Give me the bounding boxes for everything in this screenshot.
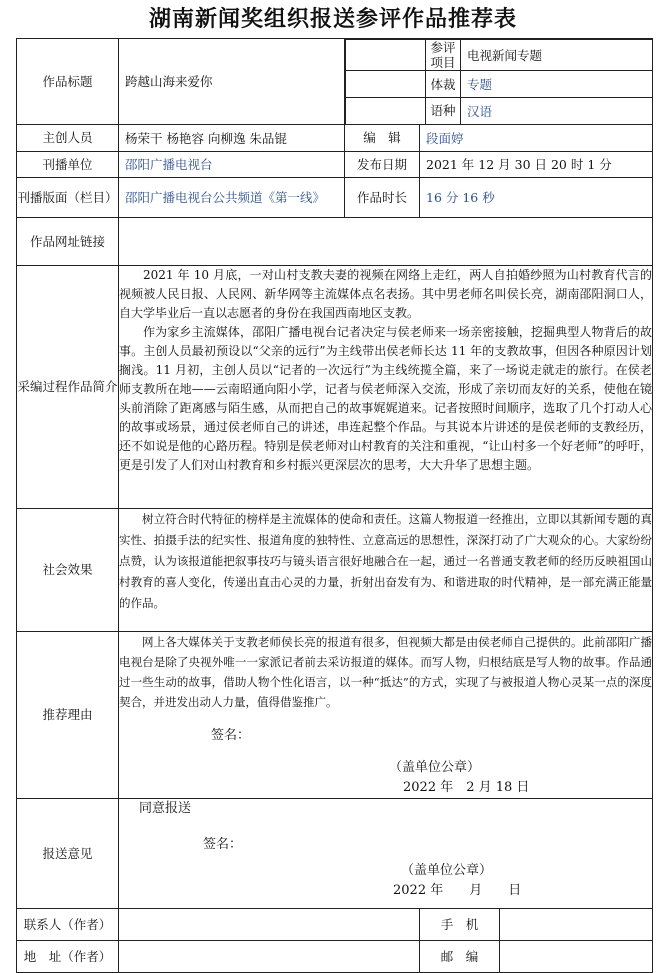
phone-value: [500, 908, 653, 940]
publisher-label: 刊播单位: [17, 151, 119, 177]
recommend-reason-label: 推荐理由: [17, 631, 119, 798]
process-label: 采编过程作品简介: [17, 265, 119, 508]
recommend-reason-text: 网上各大媒体关于支教老师侯长亮的报道有很多，但视频大都是由侯老师自己提供的。此前邵阳广播电视台是除了央视外唯一一家派记者前去采访报道的媒体。而写人物，归根结底是写人物的故事。作品通过一些生动的故事，借助人物个性化语言，以一种“抵达”的方式，实现了与被报道人物心灵某一点的深度契合，并进发出动人力量，值得借鉴推广。: [119, 634, 653, 709]
phone-label: 手 机: [420, 908, 500, 940]
work-title-label: 作品标题: [17, 39, 119, 125]
duration-value: 16 分 16 秒: [420, 177, 653, 217]
contact-label: 联系人（作者）: [17, 908, 119, 940]
category-genre-language-cell: [345, 39, 653, 125]
genre-label: 体裁: [426, 71, 461, 98]
submit-opinion-label: 报送意见: [17, 798, 119, 908]
social-effect-label: 社会效果: [17, 508, 119, 631]
url-value: [119, 217, 653, 265]
social-effect-content: [119, 508, 653, 631]
recommend-sign-label: 签名：: [211, 727, 251, 743]
duration-label: 作品时长: [345, 177, 420, 217]
entry-category-label: 参评项目: [426, 40, 461, 71]
process-content: [119, 265, 653, 508]
entry-category-value: 电视新闻专题: [461, 40, 653, 71]
recommend-reason-content: [119, 631, 653, 798]
process-paragraph: 2021 年 10 月底，一对山村支教夫妻的视频在网络上走红，两人自拍婚纱照为山村教育代言的视频被人民日报、人民网、新华网等主流媒体点名表扬。其中男老师名叫侯长亮，湖南邵阳洞口人，自大学毕业后一直以志愿者的身份在我国西南地区支教。: [119, 267, 653, 320]
address-label: 地 址（作者）: [17, 940, 119, 972]
language-value: 汉语: [461, 98, 653, 124]
opinion-stamp: （盖单位公章）: [401, 862, 493, 878]
editor-label: 编 辑: [345, 124, 420, 151]
work-title-value: 跨越山海来爱你: [119, 39, 345, 125]
social-effect-text: 树立符合时代特征的榜样是主流媒体的使命和责任。这篇人物报道一经推出，立即以其新闻专题的真实性、拍摄手法的纪实性、报道角度的独特性、立意高远的思想性，深深打动了广大观众的心。大家纷纷点赞，认为该报道能把叙事技巧与镜头语言很好地融合在一起，通过一名普通支教老师的经历反映祖国山村教育的喜人变化，传递出直击心灵的力量，折射出奋发有为、和谐进取的时代精神，是一部充满正能量的作品。: [119, 511, 653, 610]
publish-section-value: 邵阳广播电视台公共频道《第一线》: [119, 177, 345, 217]
publish-date-label: 发布日期: [345, 151, 420, 177]
main-creators-value: 杨荣干 杨艳容 向柳逸 朱品锟: [119, 124, 345, 151]
process-paragraph: 作为家乡主流媒体，邵阳广播电视台记者决定与侯老师来一场亲密接触，挖掘典型人物背后的故事。主创人员最初预设以“父亲的远行”为主线带出侯老师长达 11 年的支教故事，但因各种原因计划搁浅。11 月初，主创人员以“记者的一次远行”为主线统揽全篇，来了一场说走就走的旅行。在侯老师支教所在地——云南昭通向阳小学，记者与侯老师深入交流，形成了亲切而友好的关系，使他在镜头前消除了距离感与陌生感，从而把自己的故事娓娓道来。记者按照时间顺序，选取了几个打动人心的故事或场景，通过侯老师自己的讲述，串连起整个作品。与其说本片讲述的是侯老师的支教经历，还不如说是他的心路历程。特别是侯老师对山村教育的关注和重视，“让山村多一个好老师”的呼吁，更是引发了人们对山村教育和乡村振兴更深层次的思考，大大升华了思想主题。: [119, 324, 653, 472]
recommend-stamp: （盖单位公章）: [389, 759, 481, 775]
opinion-text: 同意报送: [139, 800, 192, 816]
submit-opinion-content: [119, 798, 653, 908]
main-creators-label: 主创人员: [17, 124, 119, 151]
publish-date-value: 2021 年 12 月 30 日 20 时 1 分: [420, 151, 653, 177]
language-label: 语种: [426, 98, 461, 124]
editor-value: 段面婷: [420, 124, 653, 151]
postcode-label: 邮 编: [420, 940, 500, 972]
recommend-date: 2022 年 2 月 18 日: [403, 779, 530, 795]
publish-section-label: 刊播版面（栏目）: [17, 177, 119, 217]
address-value: [119, 940, 420, 972]
postcode-value: [500, 940, 653, 972]
recommendation-form: [16, 38, 653, 973]
genre-value: 专题: [461, 71, 653, 98]
publisher-value: 邵阳广播电视台: [119, 151, 345, 177]
opinion-date: 2022 年 月 日: [393, 882, 522, 898]
url-label: 作品网址链接: [17, 217, 119, 265]
page-title: 湖南新闻奖组织报送参评作品推荐表: [148, 6, 517, 32]
contact-value: [119, 908, 420, 940]
opinion-sign-label: 签名：: [203, 836, 243, 852]
